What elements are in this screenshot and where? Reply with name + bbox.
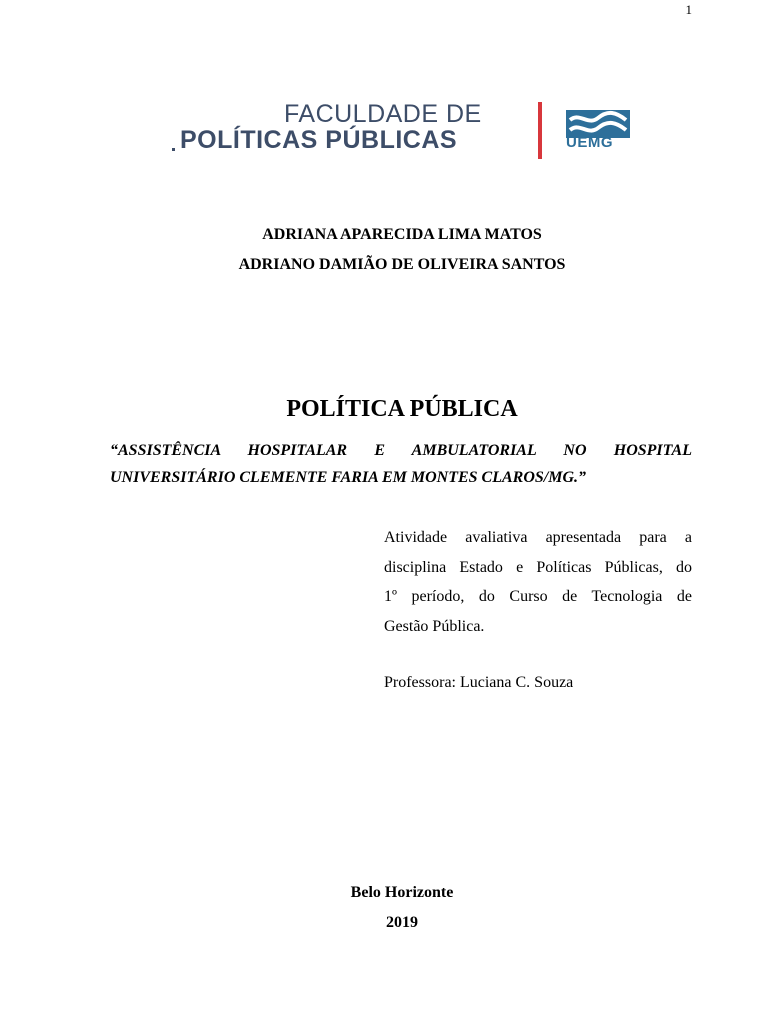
institution-logo: [172, 100, 642, 162]
logo-divider: [538, 102, 542, 159]
subtitle-line: “ASSISTÊNCIA HOSPITALAR E AMBULATORIAL NO HOSPITAL: [110, 442, 692, 459]
logo-dot: [172, 148, 175, 151]
author-name: ADRIANA APARECIDA LIMA MATOS: [262, 226, 542, 243]
document-subtitle: [110, 437, 692, 491]
location-date-block: [0, 878, 768, 938]
page-number: 1: [685, 2, 692, 17]
description-line: disciplina Estado e Políticas Públicas, do: [384, 558, 692, 576]
logo-line-politicas: POLÍTICAS PÚBLICAS: [180, 126, 458, 154]
description-line: Atividade avaliativa apresentada para a: [384, 529, 692, 546]
activity-description: [384, 523, 692, 641]
document-title: POLÍTICA PÚBLICA: [286, 396, 518, 422]
year: 2019: [386, 914, 418, 931]
professor-line: Professora: Luciana C. Souza: [384, 674, 574, 691]
logo-uemg-text: UEMG: [566, 134, 613, 151]
author-name: ADRIANO DAMIÃO DE OLIVEIRA SANTOS: [238, 256, 566, 273]
description-line: 1º período, do Curso de Tecnologia de: [384, 588, 692, 605]
logo-line-faculdade: FACULDADE DE: [284, 100, 482, 128]
subtitle-line: UNIVERSITÁRIO CLEMENTE FARIA EM MONTES CLAROS/MG.”: [110, 469, 586, 486]
authors-block: [0, 220, 768, 280]
description-line: Gestão Pública.: [384, 617, 485, 635]
city-name: Belo Horizonte: [350, 884, 454, 901]
